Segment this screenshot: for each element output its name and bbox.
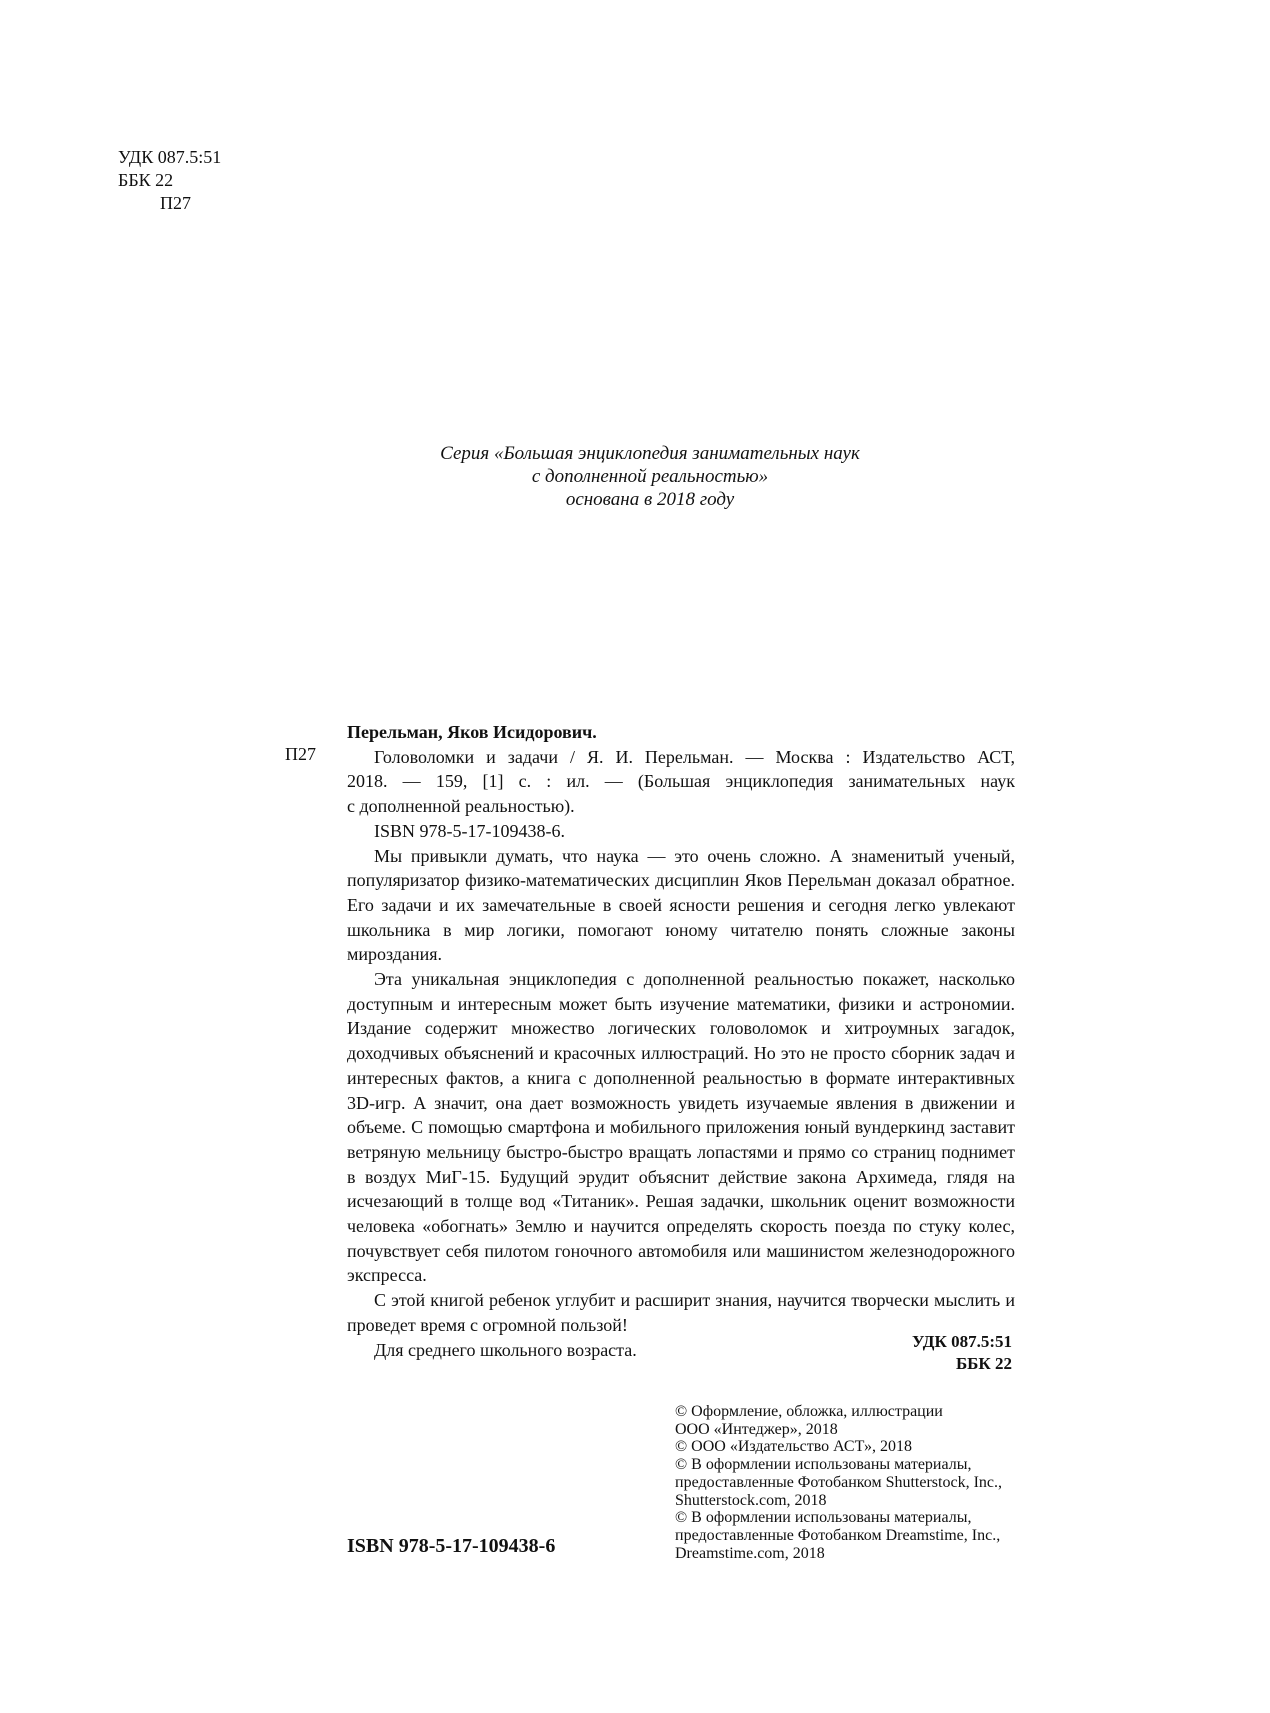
copyright-line-4: © В оформлении использованы материалы,	[675, 1456, 972, 1474]
udk-code-top: УДК 087.5:51	[118, 147, 222, 167]
isbn-line: ISBN 978-5-17-109438-6.	[374, 820, 565, 841]
top-classification-block	[118, 146, 221, 215]
entry-line-2: 2018. — 159, [1] с. : ил. — (Большая энциклопедия занимательных наук	[347, 771, 1015, 792]
author-code-top: П27	[160, 193, 191, 213]
bbk-code-top: ББК 22	[118, 170, 174, 190]
bottom-classification-block	[912, 1331, 1012, 1375]
copyright-line-5: предоставленные Фотобанком Shutterstock, Inc.,	[675, 1473, 1003, 1491]
series-statement	[300, 442, 1000, 511]
author-code-margin: П27	[285, 744, 316, 764]
author-heading: Перельман, Яков Исидорович.	[347, 722, 597, 742]
copyright-line-2: ООО «Интеджер», 2018	[675, 1420, 838, 1438]
udk-code-bottom: УДК 087.5:51	[912, 1332, 1012, 1351]
age-rating-line: Для среднего школьного возраста.	[374, 1339, 637, 1360]
series-line-3: основана в 2018 году	[565, 489, 735, 510]
copyright-line-3: © ООО «Издательство АСТ», 2018	[675, 1438, 912, 1456]
series-line-2: с дополненной реальностью»	[531, 466, 769, 487]
annotation-paragraph-3: С этой книгой ребенок углубит и расширит знания, научится творчески мыслить и проведет время с огромной пользой!	[347, 1290, 1015, 1335]
series-line-1: Серия «Большая энциклопедия занимательных наук	[440, 443, 860, 464]
annotation-paragraph-1: Мы привыкли думать, что наука — это очень сложно. А знаменитый ученый, популяризатор физико-математических дисциплин Яков Перельман доказал обратное. Его задачи и их замечательные в своей ясности решения и сегодня легко увлекают школьника в мир логики, помогают юному читателю понять сложные законы мироздания.	[347, 845, 1015, 965]
copyright-line-7: © В оформлении использованы материалы,	[675, 1509, 972, 1527]
entry-line-3: с дополненной реальностью).	[347, 796, 575, 817]
bbk-code-bottom: ББК 22	[955, 1354, 1012, 1373]
copyright-line-9: Dreamstime.com, 2018	[675, 1544, 825, 1562]
copyright-block	[675, 1403, 1015, 1562]
isbn-footer: ISBN 978-5-17-109438-6	[347, 1535, 556, 1557]
copyright-line-6: Shutterstock.com, 2018	[675, 1491, 827, 1509]
bibliographic-record	[347, 720, 1015, 1362]
copyright-line-8: предоставленные Фотобанком Dreamstime, Inc.,	[675, 1526, 1001, 1544]
entry-line-1: Головоломки и задачи / Я. И. Перельман. — Москва : Издательство АСТ,	[374, 746, 1015, 767]
annotation-paragraph-2: Эта уникальная энциклопедия с дополненной реальностью покажет, насколько доступным и интересным может быть изучение математики, физики и астрономии. Издание содержит множество логических головоломок и хитроумных загадок, доходчивых объяснений и красочных иллюстраций. Но это не просто сборник задач и интересных фактов, а книга с дополненной реальностью в формате интерактивных 3D-игр. А значит, она дает возможность увидеть изучаемые явления в движении и объеме. С помощью смартфона и мобильного приложения юный вундеркинд заставит ветряную мельницу быстро-быстро вращать лопастями и прямо со страниц поднимет в воздух МиГ-15. Будущий эрудит объяснит действие закона Архимеда, глядя на исчезающий в толще вод «Титаник». Решая задачки, школьник оценит возможности человека «обогнать» Землю и научится определять скорость поезда по стуку колес, почувствует себя пилотом гоночного автомобиля или машинистом железнодорожного экспресса.	[347, 969, 1015, 1286]
copyright-line-1: © Оформление, обложка, иллюстрации	[675, 1403, 943, 1420]
